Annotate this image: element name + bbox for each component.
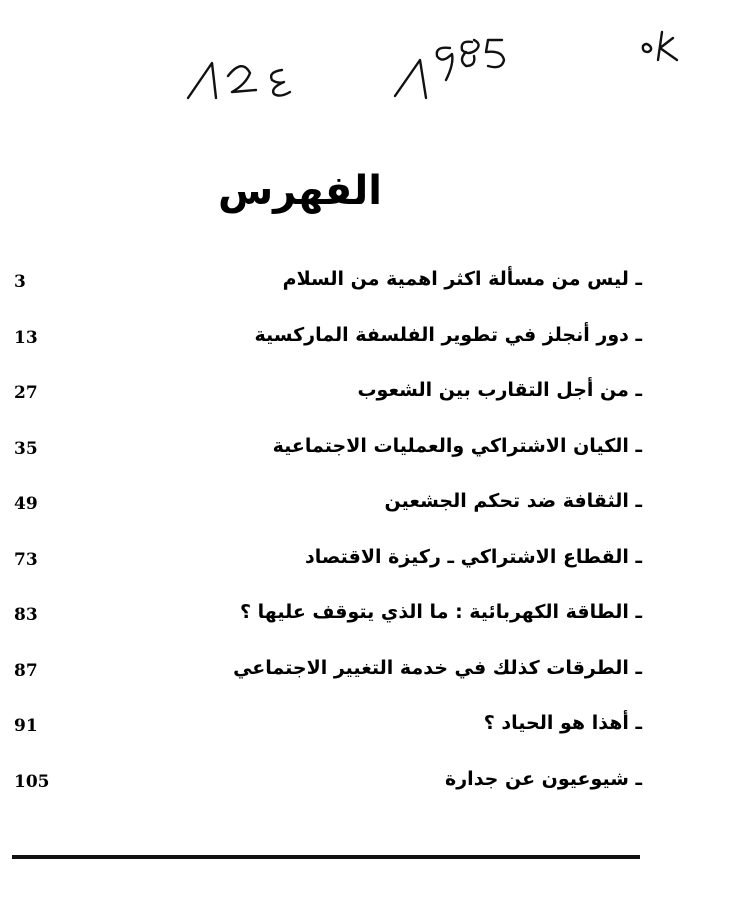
table-of-contents <box>0 262 730 817</box>
toc-entry-title: ـ الطرقات كذلك في خدمة التغيير الاجتماعي <box>233 656 642 679</box>
toc-entry-title: ـ من أجل التقارب بين الشعوب <box>357 379 642 401</box>
toc-entry <box>0 595 730 641</box>
toc-entry-title: ـ دور أنجلز في تطوير الفلسفة الماركسية <box>254 323 642 346</box>
toc-page-number: 91 <box>14 716 38 736</box>
toc-entry-title: ـ القطاع الاشتراكي ـ ركيزة الاقتصاد <box>305 545 642 568</box>
bottom-rule <box>12 855 640 859</box>
toc-page-number: 27 <box>14 383 38 403</box>
handwritten-annotation <box>150 18 710 113</box>
toc-page-number: 87 <box>14 660 38 681</box>
toc-entry <box>0 540 730 586</box>
toc-page-number: 13 <box>14 327 38 348</box>
toc-entry <box>0 262 730 308</box>
toc-page-number: 3 <box>14 272 26 292</box>
toc-entry <box>0 484 730 530</box>
toc-entry <box>0 762 730 808</box>
toc-entry <box>0 429 730 475</box>
toc-entry <box>0 706 730 752</box>
toc-page-number: 49 <box>14 494 38 514</box>
toc-entry-title: ـ الكيان الاشتراكي والعمليات الاجتماعية <box>272 434 642 457</box>
handwriting-image <box>150 18 710 113</box>
toc-page-number: 105 <box>14 771 50 792</box>
toc-entry-title: ـ الطاقة الكهربائية : ما الذي يتوقف عليها ؟ <box>240 601 642 623</box>
toc-page-number: 35 <box>14 438 38 459</box>
toc-entry-title: ـ ليس من مسألة اكثر اهمية من السلام <box>282 268 642 290</box>
toc-entry-title: ـ أهذا هو الحياد ؟ <box>483 712 642 734</box>
toc-entry <box>0 651 730 697</box>
toc-entry <box>0 318 730 364</box>
toc-page-number: 73 <box>14 549 38 570</box>
toc-entry-title: ـ الثقافة ضد تحكم الجشعين <box>384 490 642 512</box>
toc-entry-title: ـ شيوعيون عن جدارة <box>445 767 642 790</box>
toc-entry <box>0 373 730 419</box>
toc-page-number: 83 <box>14 605 38 625</box>
page-title: الفهرس <box>217 168 382 214</box>
